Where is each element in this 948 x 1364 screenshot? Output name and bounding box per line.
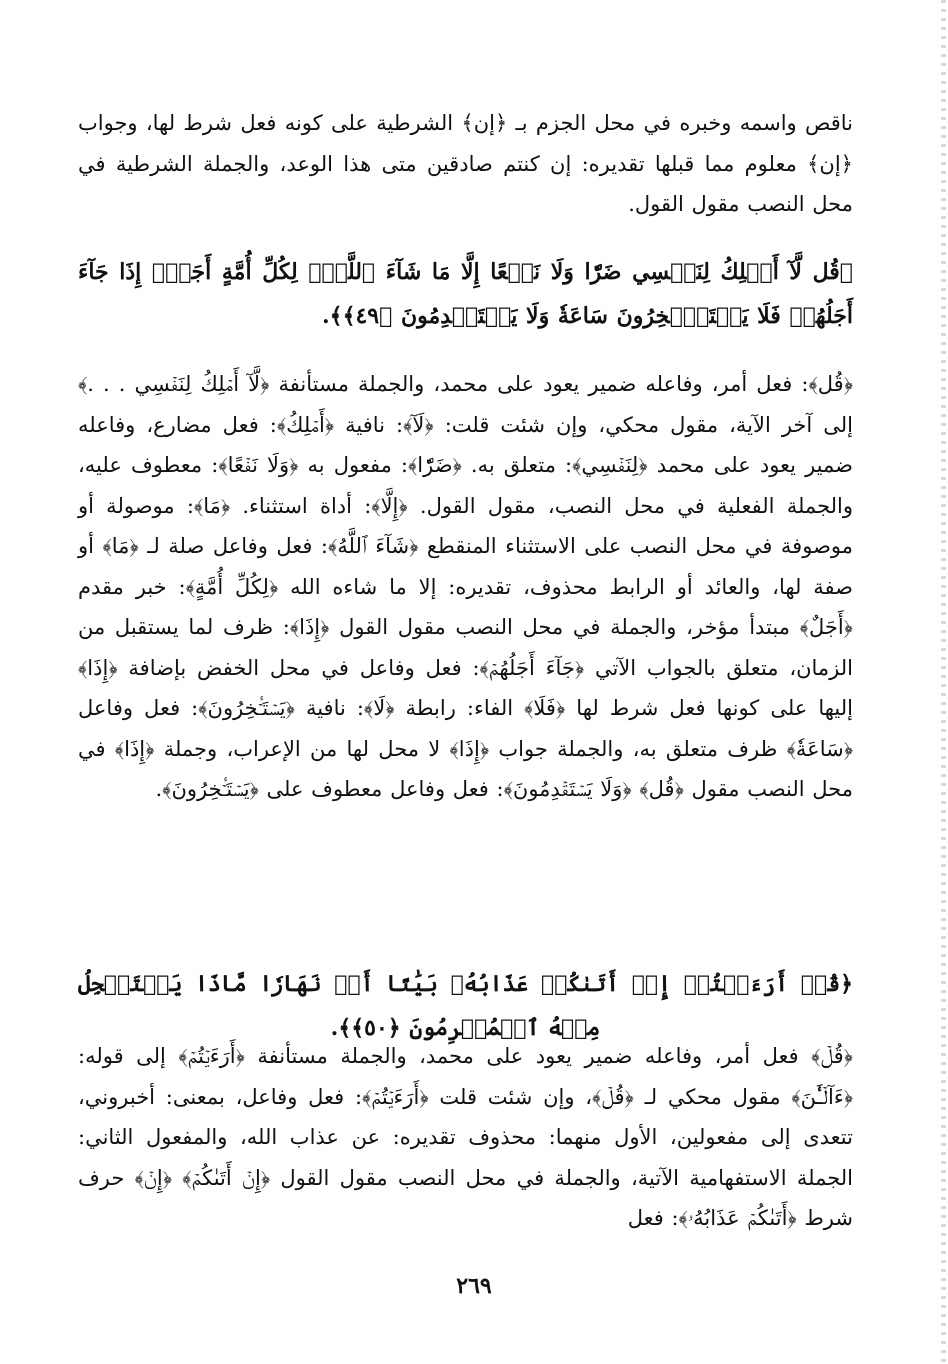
paragraph-intro: ناقص واسمه وخبره في محل الجزم بـ ﴿إن﴾ الشرطية على كونه فعل شرط لها، وجواب ﴿إن﴾ معلوم مما قبلها تقديره: إن كنتم صادقين متى هذا الوعد، والجملة الشرطية في محل النصب مقول القول. — [78, 111, 853, 216]
quran-verse-50: ﴿قُلۡ أَرَءَيۡتُمۡ إِنۡ أَتَىٰكُمۡ عَذَابُهُۥ بَيَٰتًا أَوۡ نَهَارٗا مَّاذَا يَسۡتَعۡجِلُ مِنۡهُ ٱلۡمُجۡرِمُونَ ﴿٥٠﴾﴾. — [78, 971, 853, 1041]
scan-edge-shadow — [941, 0, 946, 1364]
page-number: ٢٦٩ — [456, 1273, 492, 1299]
quran-verse-49: ﴿قُل لَّآ أَمۡلِكُ لِنَفۡسِي ضَرّٗا وَلَا نَفۡعًا إِلَّا مَا شَآءَ ٱللَّهُۗ لِكُلِّ أُمَّةٍ أَجَلٌۚ إِذَا جَآءَ أَجَلُهُمۡ فَلَا يَسۡتَـٔۡخِرُونَ سَاعَةٗ وَلَا يَسۡتَقۡدِمُونَ ﴿٤٩﴾﴾. — [78, 259, 853, 329]
paragraph-irab-verse-50: ﴿قُلۡ﴾ فعل أمر، وفاعله ضمير يعود على محمد، والجملة مستأنفة ﴿أَرَءَيۡتُمۡ﴾ إلى قوله: ﴿ءَآلۡـَٰٔنَ﴾ مقول محكي لـ ﴿قُلۡ﴾، وإن شئت قلت ﴿أَرَءَيۡتُمۡ﴾: فعل وفاعل، بمعنى: أخبروني، تتعدى إلى مفعولين، الأول منهما: محذوف تقديره: عن عذاب الله، والمفعول الثاني: الجملة الاستفهامية الآتية، والجملة في محل النصب مقول القول ﴿إِنۡ أَتَىٰكُمۡ﴾ ﴿إِنۡ﴾ حرف شرط ﴿أَتَىٰكُمۡ عَذَابُهُۥ﴾: فعل — [78, 1044, 853, 1230]
paragraph-irab-verse-49: ﴿قُل﴾: فعل أمر، وفاعله ضمير يعود على محمد، والجملة مستأنفة ﴿لَّآ أَمۡلِكُ لِنَفۡسِي . . .﴾ إلى آخر الآية، مقول محكي، وإن شئت قلت: ﴿لَآ﴾: نافية ﴿أَمۡلِكُ﴾: فعل مضارع، وفاعله ضمير يعود على محمد ﴿لِنَفۡسِي﴾: متعلق به. ﴿ضَرّٗا﴾: مفعول به ﴿وَلَا نَفۡعًا﴾: معطوف عليه، والجملة الفعلية في محل النصب، مقول القول. ﴿إِلَّا﴾: أداة استثناء. ﴿مَا﴾: موصولة أو موصوفة في محل النصب على الاستثناء المنقطع ﴿شَآءَ ٱللَّهُ﴾: فعل وفاعل صلة لـ ﴿مَا﴾ أو صفة لها، والعائد أو الرابط محذوف، تقديره: إلا ما شاءه الله ﴿لِكُلِّ أُمَّةٍ﴾: خبر مقدم ﴿أَجَلٌ﴾ مبتدأ مؤخر، والجملة في محل النصب مقول القول ﴿إِذَا﴾: ظرف لما يستقبل من الزمان، متعلق بالجواب الآتي ﴿جَآءَ أَجَلُهُمۡ﴾: فعل وفاعل في محل الخفض بإضافة ﴿إِذَا﴾ إليها على كونها فعل شرط لها ﴿فَلَا﴾ الفاء: رابطة ﴿لَا﴾: نافية ﴿يَسۡتَـٔۡخِرُونَ﴾: فعل وفاعل ﴿سَاعَةٗ﴾ ظرف متعلق به، والجملة جواب ﴿إِذَا﴾ لا محل لها من الإعراب، وجملة ﴿إِذَا﴾ في محل النصب مقول ﴿قُل﴾ ﴿وَلَا يَسۡتَقۡدِمُونَ﴾: فعل وفاعل معطوف على ﴿يَسۡتَـٔۡخِرُونَ﴾. — [78, 372, 853, 801]
